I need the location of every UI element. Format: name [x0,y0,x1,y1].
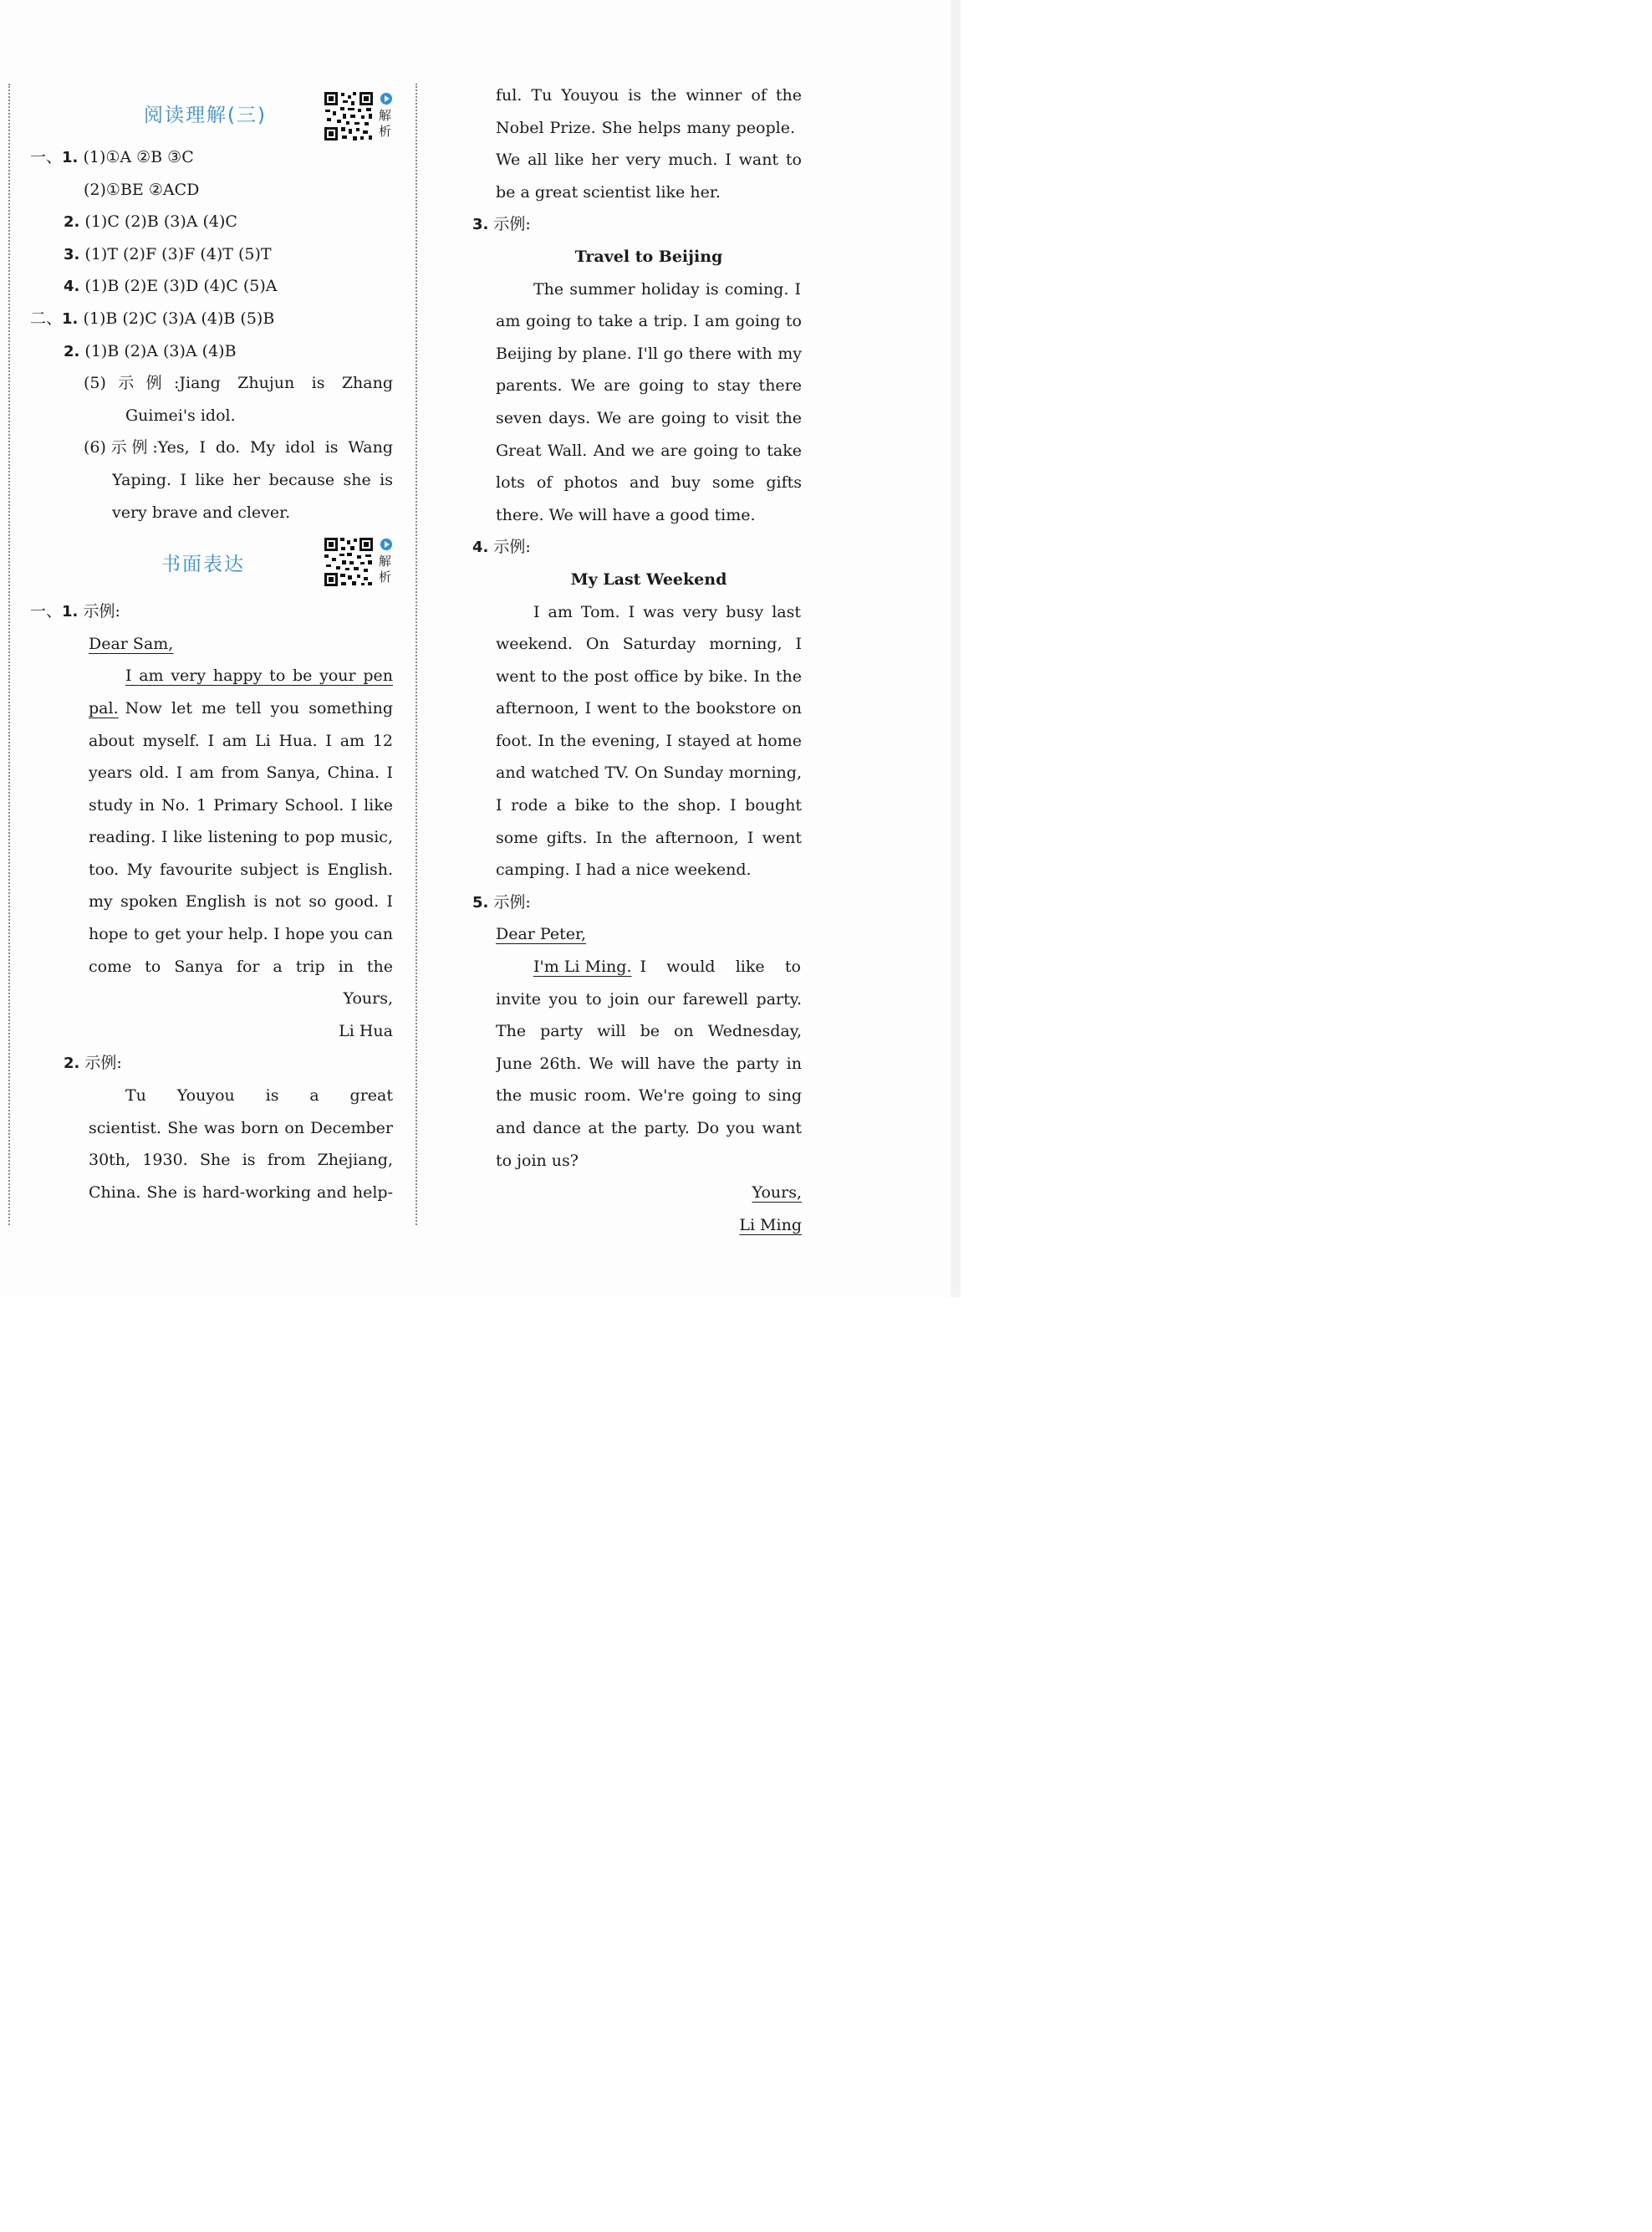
example-label: 示例: [493,538,531,557]
example-label: 示例: [83,602,120,621]
essay-line: The summer holiday is coming. I [533,279,801,299]
essay-line: lots of photos and buy some gifts [496,473,802,493]
underlined-text: I'm Li Ming. [533,958,632,977]
answer-line [0,335,416,368]
writing-section-title: 书面表达 [161,554,245,576]
answer-line [468,531,803,564]
underlined-text: pal. [89,698,119,718]
essay-line: went to the post office by bike. In the [496,667,802,686]
reading-title-row [0,79,416,141]
reading-section-title: 阅读理解(三) [144,105,267,126]
question-number: 5. [472,893,489,912]
answer-line [0,238,416,271]
essay-line: scientist. She was born on December [89,1118,393,1137]
qr-code-icon[interactable] [323,90,375,142]
qr-analysis-label: 解析 [379,554,392,585]
essay-line: China. She is hard-working and help- [89,1182,393,1202]
letter-line: come to Sanya for a trip in the [89,957,393,976]
answer-line [0,1047,416,1080]
play-icon[interactable] [380,539,392,550]
signature-text: Li Ming [739,1215,802,1234]
answer-text: (1)B (2)C (3)A (4)B (5)B [83,309,275,328]
question-number: 2. [64,1055,80,1073]
letter-line: my spoken English is not so good. I [89,892,393,912]
answer-text: (1)B (2)A (3)A (4)B [84,341,237,360]
answer-text: (1)C (2)B (3)A (4)C [84,212,237,232]
letter-text: Now let me tell you something [125,698,393,718]
essay-line: afternoon, I went to the bookstore on [496,699,802,718]
answer-text: (2)①BE ②ACD [84,180,200,199]
letter-text: I would like to [640,958,801,977]
question-number: 3. [64,245,80,263]
answer-line [468,208,803,241]
question-number: 4. [64,278,80,296]
answer-line: (5)示例:Jiang Zhujun is Zhang [84,374,393,393]
center-dotted-divider [416,84,417,1225]
right-column [468,79,803,1241]
question-number: 2. [64,213,80,232]
question-number: 2. [64,342,80,360]
greeting-text: Dear Sam, [89,634,174,653]
letter-line: hope to get your help. I hope you can [89,925,393,944]
letter-line [533,951,801,983]
answer-line [0,595,416,628]
qr-code-icon[interactable] [323,536,375,588]
letter-line: and dance at the party. Do you want [496,1119,802,1137]
essay-line: Tu Youyou is a great [125,1086,393,1106]
essay-line: I rode a bike to the shop. I bought [496,796,802,815]
question-number: 1. [62,603,79,621]
essay-line: parents. We are going to stay there [496,376,802,396]
letter-line: the music room. We're going to sing [496,1086,802,1106]
answer-line: (6)示例:Yes, I do. My idol is Wang [84,438,393,457]
answer-line: very brave and clever. [112,503,291,522]
answer-line [468,886,803,919]
essay-line: ful. Tu Youyou is the winner of the [496,86,802,105]
play-icon[interactable] [380,93,392,105]
essay-line: foot. In the evening, I stayed at home [496,731,802,750]
question-number: 3. [472,216,489,234]
letter-line [125,660,393,692]
answer-line [0,303,416,335]
writing-title-row [0,534,416,595]
essay-title: Travel to Beijing [574,247,723,266]
section-mark: 一、 [30,602,63,621]
answer-line [0,174,416,207]
answer-line [0,141,416,174]
left-column [0,79,416,1208]
answer-line [0,270,416,303]
letter-closing: Yours, [343,989,393,1009]
essay-line: there. We will have a good time. [496,505,756,524]
essay-line: Beijing by plane. I'll go there with my [496,344,802,363]
greeting-text: Dear Peter, [496,925,587,944]
example-label: 示例: [493,215,531,234]
letter-signature: Li Hua [339,1021,393,1040]
answer-line: Guimei's idol. [125,406,236,425]
underlined-text: I am very happy to be your pen [125,667,393,686]
letter-line: study in No. 1 Primary School. I like [89,795,393,815]
letter-greeting [0,628,416,661]
reading-answers [0,141,416,529]
essay-line: and watched TV. On Sunday morning, [496,764,802,783]
letter-signature [468,1209,802,1242]
page-edge-shadow [951,0,961,1297]
example-label: 示例: [84,1054,122,1073]
letter-line: to join us? [496,1151,579,1170]
letter-greeting [468,918,803,951]
letter-line [89,692,393,725]
essay-line: We all like her very much. I want to [496,151,802,170]
example-label: 示例: [493,892,531,912]
question-number: 4. [472,539,489,557]
essay-line: Great Wall. And we are going to take [496,441,802,460]
answer-text: (1)B (2)E (3)D (4)C (5)A [84,277,278,296]
section-mark: 二、 [30,309,63,328]
essay-line: I am Tom. I was very busy last [533,602,801,621]
question-number: 1. [62,309,79,328]
qr-analysis-label: 解析 [379,108,392,139]
letter-line: about myself. I am Li Hua. I am 12 [89,731,393,750]
essay-line: seven days. We are going to visit the [496,408,802,427]
answer-line [0,206,416,238]
essay-line: camping. I had a nice weekend. [496,861,752,880]
essay-line: 30th, 1930. She is from Zhejiang, [89,1151,393,1170]
essay-line: some gifts. In the afternoon, I went [496,828,802,847]
writing-answers [0,595,416,1208]
letter-closing [468,1177,802,1209]
question-number: 1. [62,149,79,166]
answer-text: (1)①A ②B ③C [83,148,194,166]
letter-line: reading. I like listening to pop music, [89,828,393,847]
essay-line: am going to take a trip. I am going to [496,312,802,331]
essay-line: be a great scientist like her. [496,182,721,202]
letter-line: years old. I am from Sanya, China. I [89,764,393,783]
letter-line: The party will be on Wednesday, [496,1022,802,1041]
closing-text: Yours, [752,1183,802,1203]
answer-text: (1)T (2)F (3)F (4)T (5)T [84,244,272,263]
essay-line: Nobel Prize. She helps many people. [496,118,795,137]
answer-line: Yaping. I like her because she is [112,470,393,489]
letter-line: invite you to join our farewell party. [496,989,802,1009]
letter-line: June 26th. We will have the party in [496,1054,802,1073]
letter-line: too. My favourite subject is English. [89,860,393,879]
essay-title: My Last Weekend [570,569,727,589]
section-mark: 一、 [30,148,63,166]
essay-line: weekend. On Saturday morning, I [496,635,802,654]
